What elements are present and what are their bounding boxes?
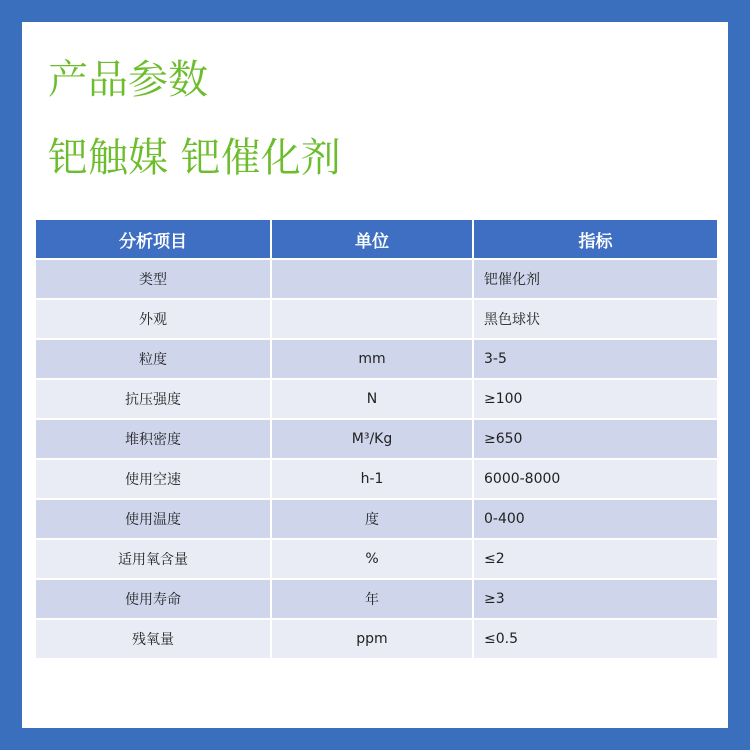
table-row [36, 500, 717, 540]
row-item: 使用温度 [36, 500, 272, 540]
parameter-table [36, 220, 717, 660]
row-value: 0-400 [474, 500, 717, 540]
row-unit: % [272, 540, 474, 580]
header-item: 分析项目 [36, 220, 272, 260]
row-unit [272, 300, 474, 340]
row-unit: mm [272, 340, 474, 380]
row-value: ≥650 [474, 420, 717, 460]
row-item: 抗压强度 [36, 380, 272, 420]
table-row [36, 380, 717, 420]
row-value: 钯催化剂 [474, 260, 717, 300]
table-row [36, 580, 717, 620]
row-item: 使用空速 [36, 460, 272, 500]
header-unit: 单位 [272, 220, 474, 260]
row-value: 3-5 [474, 340, 717, 380]
row-value: ≤2 [474, 540, 717, 580]
row-item: 外观 [36, 300, 272, 340]
row-item: 适用氧含量 [36, 540, 272, 580]
row-unit: ppm [272, 620, 474, 660]
table-row [36, 260, 717, 300]
row-unit: N [272, 380, 474, 420]
page-title: 产品参数 [48, 57, 208, 103]
row-unit [272, 260, 474, 300]
table-row [36, 340, 717, 380]
row-item: 类型 [36, 260, 272, 300]
row-item: 堆积密度 [36, 420, 272, 460]
header-value: 指标 [474, 220, 717, 260]
product-subtitle: 钯触媒 钯催化剂 [48, 135, 341, 181]
table-row [36, 300, 717, 340]
row-unit: M³/Kg [272, 420, 474, 460]
row-value: ≥100 [474, 380, 717, 420]
table-row [36, 460, 717, 500]
row-unit: h-1 [272, 460, 474, 500]
product-parameters-card [22, 22, 728, 728]
table-header-row [36, 220, 717, 260]
row-item: 使用寿命 [36, 580, 272, 620]
row-item: 残氧量 [36, 620, 272, 660]
table-row [36, 420, 717, 460]
row-item: 粒度 [36, 340, 272, 380]
table-row [36, 540, 717, 580]
row-unit: 年 [272, 580, 474, 620]
row-value: 6000-8000 [474, 460, 717, 500]
row-value: 黑色球状 [474, 300, 717, 340]
row-value: ≥3 [474, 580, 717, 620]
table-row [36, 620, 717, 660]
row-value: ≤0.5 [474, 620, 717, 660]
row-unit: 度 [272, 500, 474, 540]
